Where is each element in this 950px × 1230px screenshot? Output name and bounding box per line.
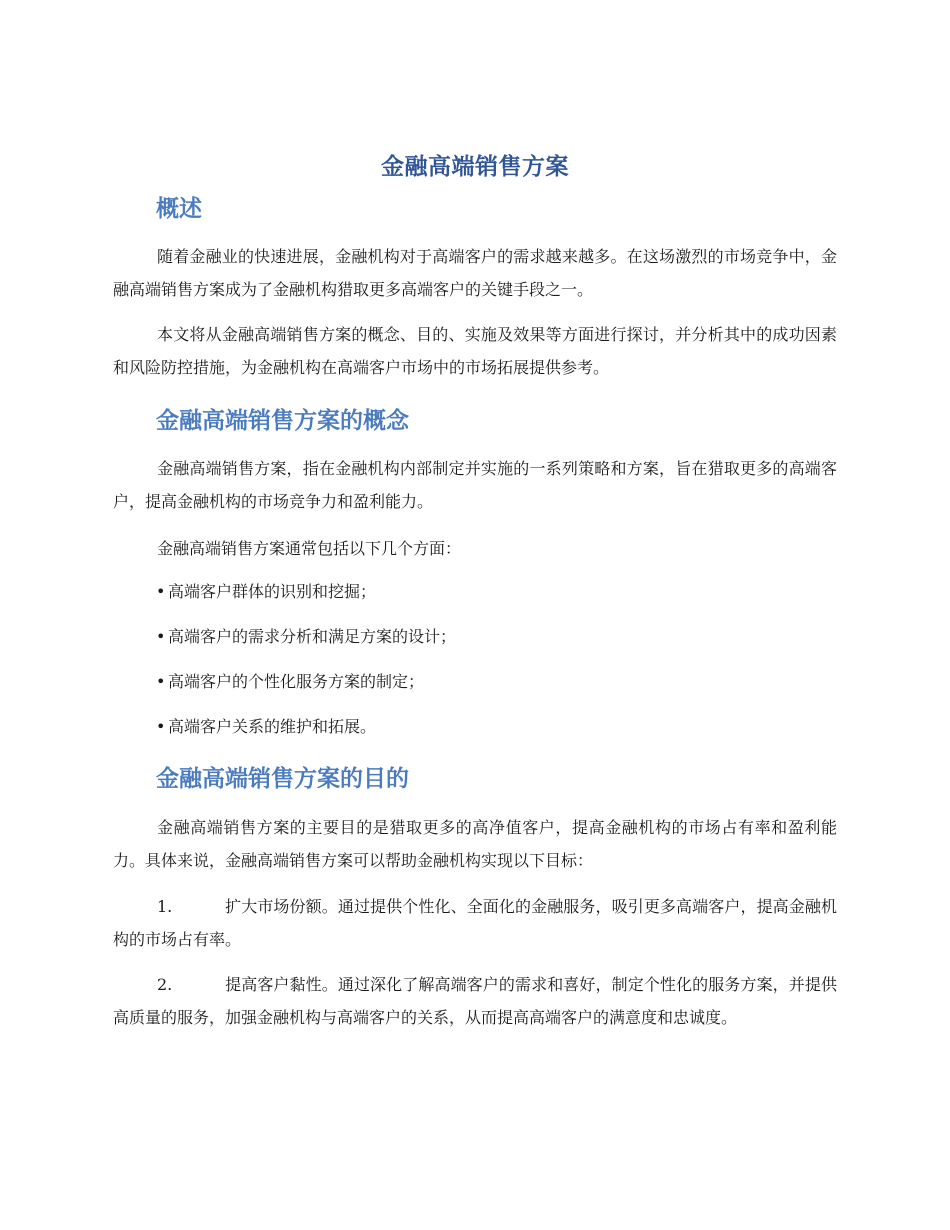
bullet-icon: • [156, 582, 166, 601]
concept-paragraph-1: 金融高端销售方案，指在金融机构内部制定并实施的一系列策略和方案，旨在猎取更多的高端客户，提高金融机构的市场竞争力和盈利能力。 [113, 459, 837, 511]
overview-paragraph-2: 本文将从金融高端销售方案的概念、目的、实施及效果等方面进行探讨，并分析其中的成功因素和风险防控措施，为金融机构在高端客户市场中的市场拓展提供参考。 [113, 325, 837, 377]
section-heading-overview: 概述 [156, 196, 202, 222]
bullet-icon: • [156, 717, 166, 736]
bullet-icon: • [156, 672, 166, 691]
list-item [156, 580, 376, 604]
list-item [156, 715, 376, 739]
list-item-text: 高端客户的个性化服务方案的制定； [168, 672, 425, 691]
concept-paragraph-2: 金融高端销售方案通常包括以下几个方面： [157, 539, 462, 558]
overview-paragraph-1: 随着金融业的快速进展，金融机构对于高端客户的需求越来越多。在这场激烈的市场竞争中，金融高端销售方案成为了金融机构猎取更多高端客户的关键手段之一。 [113, 247, 837, 299]
list-item [156, 625, 456, 649]
document-title: 金融高端销售方案 [381, 154, 569, 180]
list-item-text: 高端客户群体的识别和挖掘； [168, 582, 377, 601]
purpose-paragraph-1: 金融高端销售方案的主要目的是猎取更多的高净值客户，提高金融机构的市场占有率和盈利能力。具体来说，金融高端销售方案可以帮助金融机构实现以下目标： [113, 818, 837, 870]
numbered-item-2 [113, 968, 837, 1034]
section-heading-purpose: 金融高端销售方案的目的 [156, 766, 409, 792]
list-item-text: 高端客户的需求分析和满足方案的设计； [168, 627, 457, 646]
numbered-item-number: 1. [157, 897, 173, 916]
bullet-icon: • [156, 627, 166, 646]
numbered-item-text: 提高客户黏性。通过深化了解高端客户的需求和喜好，制定个性化的服务方案，并提供高质量的服务，加强金融机构与高端客户的关系，从而提高高端客户的满意度和忠诚度。 [113, 975, 837, 1027]
list-item-text: 高端客户关系的维护和拓展。 [168, 717, 377, 736]
section-heading-concept: 金融高端销售方案的概念 [156, 408, 409, 434]
numbered-item-text: 扩大市场份额。通过提供个性化、全面化的金融服务，吸引更多高端客户，提高金融机构的市场占有率。 [113, 897, 837, 949]
numbered-item-number: 2. [157, 975, 173, 994]
list-item [156, 670, 424, 694]
numbered-item-1 [113, 890, 837, 956]
